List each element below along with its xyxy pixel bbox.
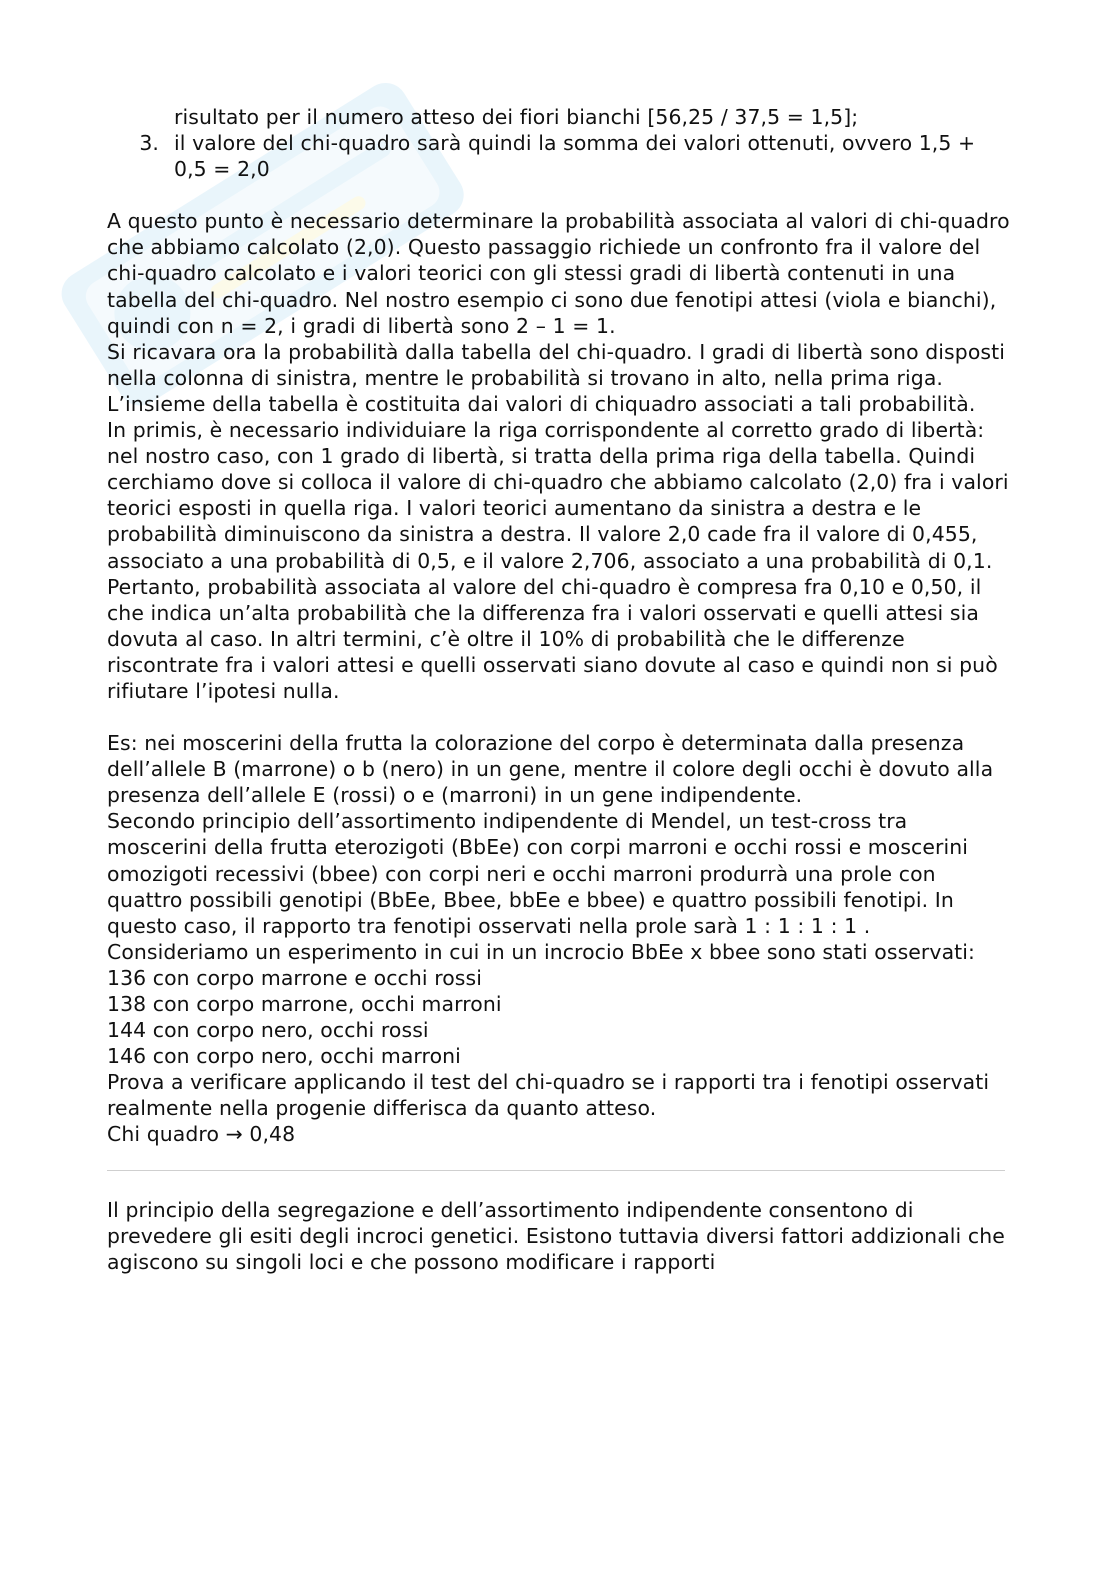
observation-line: 136 con corpo marrone e occhi rossi [107,965,483,990]
paragraph: Il principio della segregazione e dell’assortimento indipendente consentono di prevedere gli esiti degli incroci genetici. Esistono tuttavia diversi fattori addizionali che agiscono su singoli loci e che possono modificare i rapporti [107,1197,1005,1274]
answer-line: Chi quadro → 0,48 [107,1122,296,1147]
paragraph: Es: nei moscerini della frutta la colorazione del corpo è determinata dalla presenza dell’allele B (marrone) o b (nero) in un gene, mentre il colore degli occhi è dovuto alla presenza dell’allele E (rossi) o e (marroni) in un gene indipendente. [107,731,994,808]
list-item-text: il valore del chi-quadro sarà quindi la somma dei valori ottenuti, ovvero 1,5 + 0,5 = 2,0 [174,131,976,182]
document-page [107,104,1012,1275]
spacer [107,704,1012,730]
list-number: 3. [139,131,159,156]
horizontal-divider [107,1170,1005,1171]
paragraph: Prova a verificare applicando il test del chi-quadro se i rapporti tra i fenotipi osservati realmente nella progenie differisca da quanto atteso. [107,1070,990,1121]
list-item-continuation: risultato per il numero atteso dei fiori bianchi [56,25 / 37,5 = 1,5]; [174,105,859,129]
observation-line: 144 con corpo nero, occhi rossi [107,1018,429,1043]
paragraph: Si ricavara ora la probabilità dalla tabella del chi-quadro. I gradi di libertà sono disposti nella colonna di sinistra, mentre le probabilità si trovano in alto, nella prima riga. L’insieme della tabella è costituita dai valori di chiquadro associati a tali probabilità. [107,339,1005,416]
paragraph: Consideriamo un esperimento in cui in un incrocio BbEe x bbee sono stati osservati: [107,939,976,964]
paragraph: Secondo principio dell’assortimento indipendente di Mendel, un test-cross tra moscerini della frutta eterozigoti (BbEe) con corpi marroni e occhi rossi e moscerini omozigoti recessivi (bbee) con corpi neri e occhi marroni produrrà una prole con quattro possibili genotipi (BbEe, Bbee, bbEe e bbee) e quattro possibili fenotipi. In questo caso, il rapporto tra fenotipi osservati nella prole sarà 1 : 1 : 1 : 1 . [107,809,969,938]
paragraph: In primis, è necessario individuiare la riga corrispondente al corretto grado di libertà: nel nostro caso, con 1 grado di libertà, si tratta della prima riga della tabella. Quindi cerchiamo dove si colloca il valore di chi-quadro che abbiamo calcolato (2,0) fra i valori teorici esposti in quella riga. I valori teorici aumentano da sinistra a destra e le probabilità diminuiscono da sinistra a destra. Il valore 2,0 cade fra il valore di 0,455, associato a una probabilità di 0,5, e il valore 2,706, associato a una probabilità di 0,1. Pertanto, probabilità associata al valore del chi-quadro è compresa fra 0,10 e 0,50, il che indica un’alta probabilità che la differenza fra i valori osservati e quelli attesi sia dovuta al caso. In altri termini, c’è oltre il 10% di probabilità che le differenze riscontrate fra i valori attesi e quelli osservati siano dovute al caso e quindi non si può rifiutare l’ipotesi nulla. [107,418,1009,703]
paragraph: A questo punto è necessario determinare la probabilità associata al valori di chi-quadro che abbiamo calcolato (2,0). Questo passaggio richiede un confronto fra il valore del chi-quadro calcolato e i valori teorici con gli stessi gradi di libertà contenuti in una tabella del chi-quadro. Nel nostro esempio ci sono due fenotipi attesi (viola e bianchi), quindi con n = 2, i gradi di libertà sono 2 – 1 = 1. [107,209,1010,338]
spacer [107,182,1012,208]
observation-line: 146 con corpo nero, occhi marroni [107,1044,461,1069]
list-item-3 [107,130,1012,182]
observation-line: 138 con corpo marrone, occhi marroni [107,992,502,1016]
